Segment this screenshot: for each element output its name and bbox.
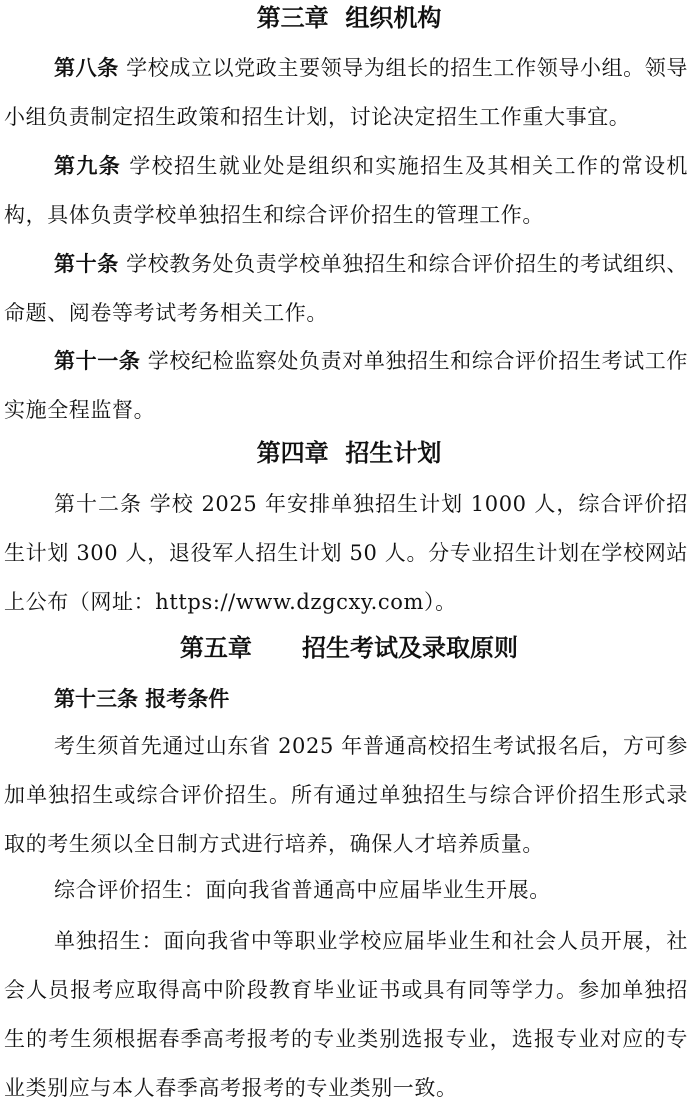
article-10 — [4, 240, 688, 338]
article-12: 第十二条 学校 2025 年安排单独招生计划 1000 人，综合评价招生计划 300 人，退役军人招生计划 50 人。分专业招生计划在学校网站上公布（网址：https://www.dzgcxy.com）。 — [4, 492, 688, 614]
article-9-text: 学校招生就业处是组织和实施招生及其相关工作的常设机构，具体负责学校单独招生和综合评价招生的管理工作。 — [4, 154, 688, 227]
article-9 — [4, 142, 688, 240]
chapter-5-title: 第五章 招生考试及录取原则 — [179, 634, 519, 662]
article-11 — [4, 337, 688, 435]
article-11-lead: 第十一条 — [54, 349, 141, 373]
article-13-paragraph-3: 单独招生：面向我省中等职业学校应届毕业生和社会人员开展，社会人员报考应取得高中阶段教育毕业证书或具有同等学力。参加单独招生的考生须根据春季高考报考的专业类别选报专业，选报专业对应的专业类别应与本人春季高考报考的专业类别一致。 — [4, 929, 688, 1100]
article-13-heading: 第十三条 报考条件 — [54, 687, 230, 711]
chapter-3-title: 第三章 组织机构 — [256, 4, 442, 32]
chapter-4-title: 第四章 招生计划 — [256, 439, 442, 467]
article-13-paragraph-2: 综合评价招生：面向我省普通高中应届毕业生开展。 — [54, 878, 551, 902]
article-13-paragraph-1: 考生须首先通过山东省 2025 年普通高校招生考试报名后，方可参加单独招生或综合评价招生。所有通过单独招生与综合评价招生形式录取的考生须以全日制方式进行培养，确保人才培养质量。 — [4, 734, 688, 856]
article-10-lead: 第十条 — [54, 252, 119, 276]
article-9-lead: 第九条 — [54, 154, 122, 178]
article-8-text: 学校成立以党政主要领导为组长的招生工作领导小组。领导小组负责制定招生政策和招生计划，讨论决定招生工作重大事宜。 — [4, 56, 688, 129]
article-8 — [4, 44, 688, 142]
article-8-lead: 第八条 — [54, 56, 119, 80]
article-10-text: 学校教务处负责学校单独招生和综合评价招生的考试组织、命题、阅卷等考试考务相关工作。 — [4, 252, 688, 325]
article-11-text: 学校纪检监察处负责对单独招生和综合评价招生考试工作实施全程监督。 — [4, 349, 688, 422]
